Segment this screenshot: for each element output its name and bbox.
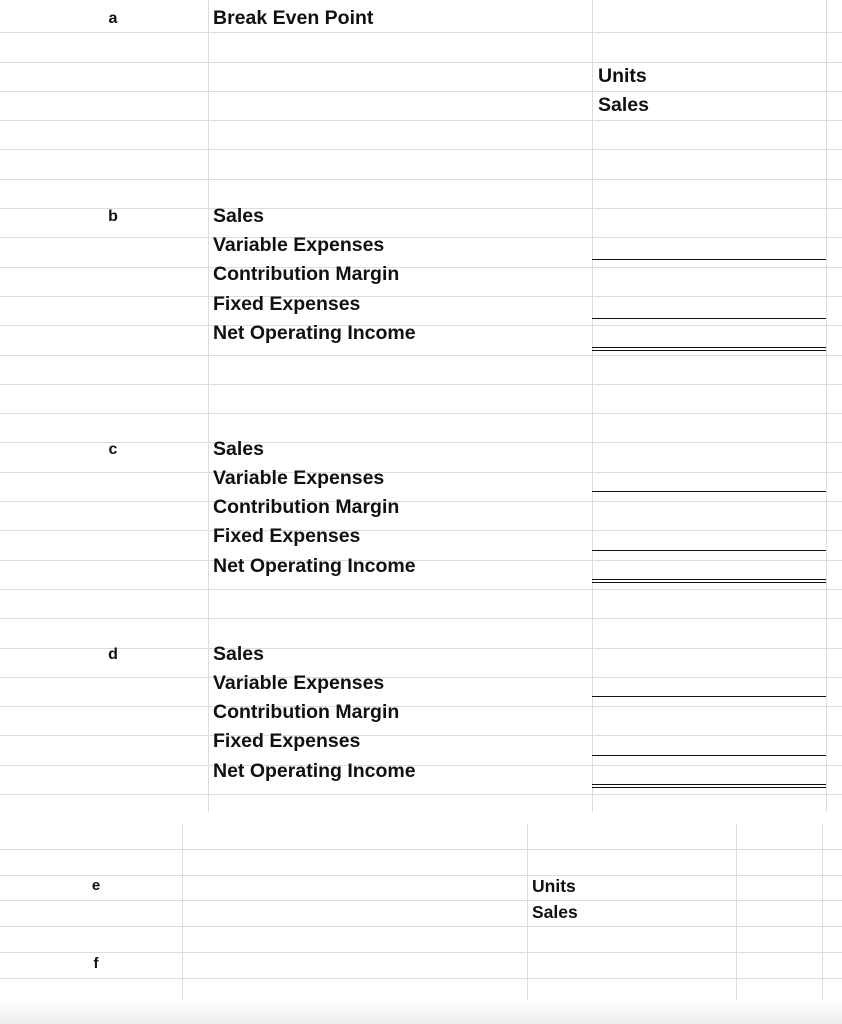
grid-row xyxy=(0,876,842,902)
grid-row xyxy=(0,901,842,927)
grid-row xyxy=(0,707,842,736)
line-fixed-expenses: Fixed Expenses xyxy=(213,730,361,752)
grid-row xyxy=(0,238,842,267)
line-variable-expenses: Variable Expenses xyxy=(213,672,385,694)
line-variable-expenses: Variable Expenses xyxy=(213,234,385,256)
grid-row xyxy=(0,561,842,590)
line-sales: Sales xyxy=(213,643,264,665)
total-double-underline xyxy=(592,579,826,583)
section-letter-c: c xyxy=(108,441,118,458)
line-sales: Sales xyxy=(213,438,264,460)
line-sales: Sales xyxy=(213,205,264,227)
subtotal-underline xyxy=(592,491,826,492)
grid-row xyxy=(0,927,842,953)
subtotal-underline xyxy=(592,550,826,551)
line-contribution-margin: Contribution Margin xyxy=(213,263,400,285)
grid-column-line xyxy=(826,0,827,812)
line-contribution-margin: Contribution Margin xyxy=(213,701,400,723)
section-letter-f: f xyxy=(93,955,99,972)
units-label: Units xyxy=(532,876,576,896)
grid-column-line xyxy=(182,824,183,1024)
grid-row xyxy=(0,268,842,297)
grid-row xyxy=(0,737,842,766)
subtotal-underline xyxy=(592,259,826,260)
grid-row xyxy=(0,326,842,355)
grid-column-line xyxy=(208,0,209,812)
units-label: Units xyxy=(598,65,647,87)
grid-column-line xyxy=(592,0,593,812)
grid-row xyxy=(0,121,842,150)
grid-row xyxy=(0,356,842,385)
grid-row xyxy=(0,766,842,795)
grid-row xyxy=(0,824,842,850)
line-net-operating-income: Net Operating Income xyxy=(213,322,416,344)
grid-column-line xyxy=(822,824,823,1024)
sheet-gap xyxy=(0,812,842,824)
line-net-operating-income: Net Operating Income xyxy=(213,760,416,782)
total-double-underline xyxy=(592,347,826,351)
subtotal-underline xyxy=(592,696,826,697)
section-letter-d: d xyxy=(108,646,118,663)
subtotal-underline xyxy=(592,318,826,319)
section-letter-e: e xyxy=(91,877,101,894)
line-variable-expenses: Variable Expenses xyxy=(213,467,385,489)
sales-label: Sales xyxy=(532,902,578,922)
grid-column-line xyxy=(736,824,737,1024)
grid-row xyxy=(0,385,842,414)
grid-row xyxy=(0,953,842,979)
grid-row xyxy=(0,473,842,502)
line-fixed-expenses: Fixed Expenses xyxy=(213,525,361,547)
grid-row xyxy=(0,297,842,326)
grid-row xyxy=(0,502,842,531)
grid-row xyxy=(0,33,842,62)
line-contribution-margin: Contribution Margin xyxy=(213,496,400,518)
grid-row xyxy=(0,531,842,560)
grid-row xyxy=(0,850,842,876)
spreadsheet-lower xyxy=(0,824,842,1024)
section-letter-b: b xyxy=(108,208,118,225)
grid-row xyxy=(0,151,842,180)
grid-row xyxy=(0,590,842,619)
grid-row xyxy=(0,678,842,707)
grid-row xyxy=(0,63,842,92)
grid-column-line xyxy=(527,824,528,1024)
break-even-title: Break Even Point xyxy=(213,7,374,29)
section-letter-a: a xyxy=(108,10,118,27)
window-bottom-edge xyxy=(0,1000,842,1024)
line-net-operating-income: Net Operating Income xyxy=(213,555,416,577)
total-double-underline xyxy=(592,784,826,788)
sales-label: Sales xyxy=(598,94,649,116)
line-fixed-expenses: Fixed Expenses xyxy=(213,293,361,315)
grid-row xyxy=(0,92,842,121)
subtotal-underline xyxy=(592,755,826,756)
